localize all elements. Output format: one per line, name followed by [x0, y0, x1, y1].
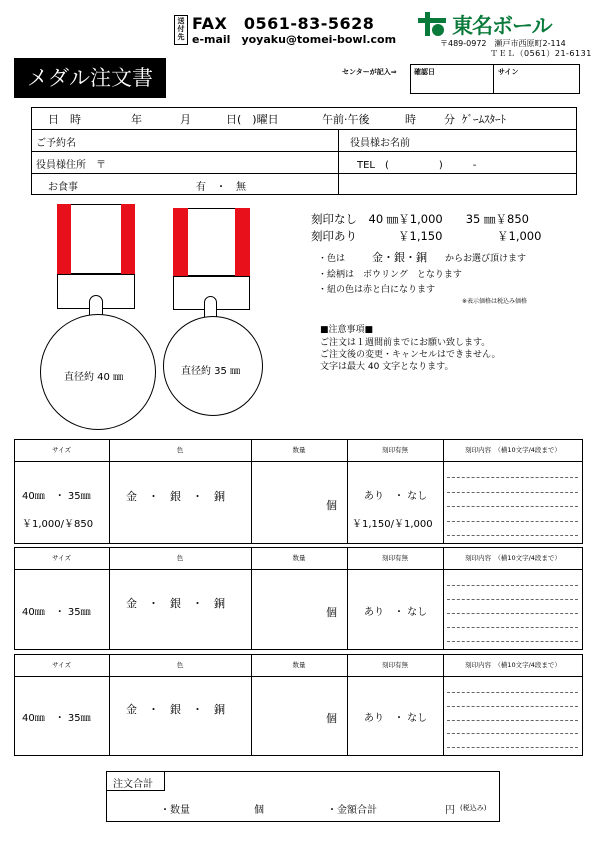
meal-options[interactable]: 有 ・ 無	[196, 182, 246, 193]
order-header-line	[14, 569, 583, 570]
engrave-content-line[interactable]	[447, 641, 578, 642]
reservation-name-field[interactable]: ご予約名	[36, 138, 76, 149]
order-header-qty: 数量	[292, 661, 306, 669]
notice-title: ■注意事項■	[320, 325, 374, 335]
order-col-line	[109, 547, 110, 650]
info-row-line	[31, 151, 577, 152]
order-color-options[interactable]: 金 ・ 銀 ・ 銅	[126, 489, 225, 503]
company-logo-text: 東名ボール	[452, 14, 552, 38]
engrave-content-line[interactable]	[447, 747, 578, 748]
tax-note: ※表示価格は税込み価格	[462, 298, 528, 305]
ribbon-red-right	[121, 204, 135, 274]
order-col-line	[443, 439, 444, 544]
price-no-engrave: 刻印なし 40 ㎜￥1,000 35 ㎜￥850	[311, 212, 529, 226]
order-header-size: サイズ	[52, 446, 71, 454]
engrave-content-line[interactable]	[447, 506, 578, 507]
order-color-options[interactable]: 金 ・ 銀 ・ 銅	[126, 703, 225, 716]
datetime-minute[interactable]: 分	[444, 113, 455, 126]
order-size-options[interactable]: 40㎜ ・ 35㎜	[22, 606, 91, 618]
order-header-line	[14, 461, 583, 462]
price-engrave-35: ￥1,000	[497, 229, 542, 243]
order-header-engrave: 刻印有無	[382, 446, 408, 454]
order-col-line	[109, 654, 110, 756]
order-col-line	[347, 654, 348, 756]
order-qty-unit[interactable]: 個	[326, 605, 337, 619]
notice-line-2: ご注文後の変更・キャンセルはできません。	[320, 350, 501, 360]
engrave-content-line[interactable]	[447, 599, 578, 600]
engrave-content-line[interactable]	[447, 733, 578, 734]
medal-40mm-label: 直径約 40 ㎜	[64, 372, 124, 383]
datetime-ampm[interactable]: 午前·午後	[322, 113, 370, 126]
ribbon-white	[188, 208, 235, 276]
order-header-content: 刻印内容 （横10文字/4段まで）	[465, 554, 561, 562]
ribbon-red-right	[235, 208, 250, 276]
datetime-label[interactable]: 日 時	[48, 113, 81, 126]
medal-40mm-illustration	[40, 204, 170, 429]
color-note-options: 金・銀・銅	[372, 251, 427, 264]
datetime-year[interactable]: 年	[131, 113, 142, 126]
order-header-color: 色	[176, 446, 184, 454]
order-col-line	[347, 439, 348, 544]
total-amount-label: ・金額合計	[327, 805, 377, 816]
total-qty-unit[interactable]: 個	[254, 805, 264, 816]
order-header-content: 刻印内容 （横10文字/4段まで）	[465, 446, 561, 454]
order-header-size: サイズ	[52, 661, 71, 669]
pattern-note: ・絵柄は ボウリング となります	[318, 270, 462, 280]
datetime-start: ｹﾞｰﾑｽﾀｰﾄ	[462, 113, 506, 126]
engrave-content-line[interactable]	[447, 477, 578, 478]
engrave-content-line[interactable]	[447, 706, 578, 707]
ribbon-white	[71, 204, 121, 274]
order-header-qty: 数量	[292, 554, 306, 562]
order-header-content: 刻印内容 （横10文字/4段まで）	[465, 661, 561, 669]
datetime-hour[interactable]: 時	[405, 113, 416, 126]
order-total-label: 注文合計	[113, 779, 153, 790]
order-engrave-options[interactable]: あり ・ なし	[364, 490, 428, 502]
order-color-options[interactable]: 金 ・ 銀 ・ 銅	[126, 596, 225, 610]
string-note: ・紐の色は赤と白になります	[318, 285, 436, 295]
info-row-line	[31, 173, 577, 174]
order-header-line	[14, 676, 583, 677]
notice-line-1: ご注文は１週間前までにお願い致します。	[320, 338, 491, 348]
order-header-size: サイズ	[52, 554, 71, 562]
center-fill-label: センターが記入⇒	[342, 68, 397, 76]
meal-label: お食事	[48, 182, 78, 193]
officer-address-field[interactable]: 役員様住所 〒	[36, 160, 106, 171]
engrave-content-line[interactable]	[447, 492, 578, 493]
order-col-line	[251, 547, 252, 650]
page-title: メダル注文書	[14, 58, 166, 98]
engrave-content-line[interactable]	[447, 585, 578, 586]
order-header-color: 色	[176, 554, 184, 562]
engrave-content-line[interactable]	[447, 692, 578, 693]
color-note-suffix: からお選び頂けます	[445, 254, 527, 264]
order-qty-unit[interactable]: 個	[326, 498, 337, 512]
order-col-line	[109, 439, 110, 544]
order-col-line	[443, 654, 444, 756]
order-header-qty: 数量	[292, 446, 306, 454]
company-logo-icon	[418, 10, 446, 38]
order-header-color: 色	[176, 661, 184, 669]
order-size-price: ￥1,000/￥850	[22, 518, 94, 530]
engrave-content-line[interactable]	[447, 535, 578, 536]
info-row-line	[31, 129, 577, 130]
order-header-engrave: 刻印有無	[382, 554, 408, 562]
order-engrave-options[interactable]: あり ・ なし	[364, 713, 428, 724]
fax-destination-tag: 送付先	[174, 15, 188, 45]
medal-35mm-label: 直径約 35 ㎜	[181, 366, 241, 377]
order-qty-unit[interactable]: 個	[326, 712, 337, 725]
order-col-line	[251, 439, 252, 544]
center-confirm-box	[410, 64, 580, 94]
notice-line-3: 文字は最大 40 文字となります。	[320, 362, 454, 372]
confirm-divider	[493, 64, 494, 94]
price-engrave-40: ￥1,150	[398, 229, 443, 243]
engrave-content-line[interactable]	[447, 613, 578, 614]
ribbon-red-left	[173, 208, 188, 276]
ribbon-red-left	[57, 204, 71, 274]
confirm-date-label: 確認日	[414, 68, 435, 76]
order-col-line	[443, 547, 444, 650]
datetime-month[interactable]: 月	[180, 113, 191, 126]
engrave-content-line[interactable]	[447, 627, 578, 628]
tel-field[interactable]: TEL ( ) -	[357, 160, 477, 171]
price-engrave-label: 刻印あり	[311, 229, 357, 243]
order-col-line	[347, 547, 348, 650]
total-tax-in: (税込み)	[460, 804, 487, 812]
sign-label: サイン	[498, 68, 519, 76]
info-col-line	[338, 129, 339, 195]
order-size-options[interactable]: 40㎜ ・ 35㎜	[22, 490, 91, 502]
order-header-engrave: 刻印有無	[382, 661, 408, 669]
total-yen[interactable]: 円	[445, 805, 455, 816]
order-col-line	[251, 654, 252, 756]
order-size-options[interactable]: 40㎜ ・ 35㎜	[22, 713, 91, 724]
medal-35mm-illustration	[163, 208, 273, 418]
email-address: e-mail yoyaku@tomei-bowl.com	[192, 33, 397, 46]
company-address: 〒489-0972 瀬戸市西原町2-114	[440, 39, 566, 48]
engrave-content-line[interactable]	[447, 521, 578, 522]
fax-number: FAX 0561-83-5628	[192, 14, 375, 33]
datetime-day[interactable]: 日( )曜日	[226, 113, 279, 126]
company-tel: ＴＥＬ（0561）21-6131	[490, 49, 592, 58]
total-qty-label: ・数量	[160, 805, 190, 816]
color-note-prefix: ・色は	[318, 254, 346, 264]
officer-name-field[interactable]: 役員様お名前	[350, 138, 410, 149]
order-engrave-price: ￥1,150/￥1,000	[352, 518, 433, 530]
order-engrave-options[interactable]: あり ・ なし	[364, 606, 428, 618]
engrave-content-line[interactable]	[447, 720, 578, 721]
